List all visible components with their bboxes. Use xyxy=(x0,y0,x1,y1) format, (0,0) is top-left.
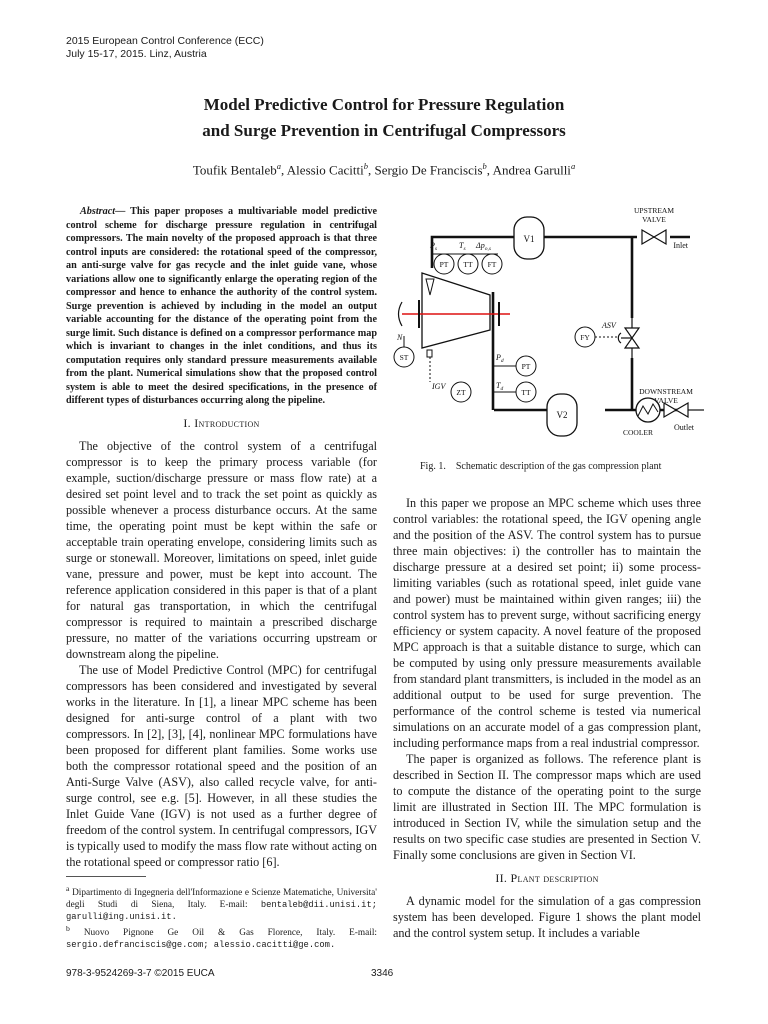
ps-label: $P_s$ xyxy=(430,241,438,252)
fy-label: FY xyxy=(580,333,590,342)
anti-surge-valve-icon xyxy=(618,318,639,358)
footnote-b-email[interactable]: sergio.defranciscis@ge.com; alessio.cacitti@ge.com. xyxy=(66,940,336,951)
page-number: 3346 xyxy=(371,968,394,979)
footnote-mark: a xyxy=(66,884,70,893)
vessel-v2-label: V2 xyxy=(556,410,568,420)
footnote-b xyxy=(66,923,377,951)
paper-title xyxy=(60,92,708,144)
author-name: Sergio De Franciscis xyxy=(374,162,483,178)
author-affiliation-mark: b xyxy=(482,161,487,171)
right-column xyxy=(393,495,701,941)
footnote-a xyxy=(66,883,377,923)
upstream-valve-label-1: UPSTREAM xyxy=(633,206,675,215)
section-heading-plant-description: II. Plant description xyxy=(495,871,599,885)
downstream-valve-label-2: VALVE xyxy=(654,396,678,405)
zt-label: ZT xyxy=(456,388,466,397)
tt-suction-label: TT xyxy=(463,260,473,269)
dp-label: $\Delta p_{o,s}$ xyxy=(476,241,491,252)
pt-suction-label: PT xyxy=(439,260,449,269)
intro-paragraph-1: The objective of the control system of a centrifugal compressor is to keep the primary process variable (for example, suction/discharge pressure or mass flow rate) at a desired set point level and to track the set point as quickly as possible whenever a process disturbance occurs. At the same time, the operating point must be kept within the safe or acceptable train operating envelope, considering limits such as surge or stonewall. Moreover, limitations on speed, inlet guide vane, pressure and power, must be kept into account. The reference application considered in this paper is that of a plant for natural gas transportation, in which the centrifugal compressor is required to maintain a prescribed discharge pressure, no matter of the variations occurring upstream or downstream along the pipeline. xyxy=(66,438,377,661)
ft-suction-label: FT xyxy=(487,260,497,269)
title-line-1: Model Predictive Control for Pressure Regulation xyxy=(203,95,565,114)
downstream-valve-label-1: DOWNSTREAM xyxy=(639,387,693,396)
ts-label: $T_s$ xyxy=(459,241,466,252)
footnote-b-text: Nuovo Pignone Ge Oil & Gas Florence, Italy. E-mail: xyxy=(83,928,377,939)
plant-schematic-figure xyxy=(392,200,708,445)
abstract-dash: — xyxy=(115,206,131,217)
shaft-coupling xyxy=(399,302,403,326)
vessel-v1-label: V1 xyxy=(523,234,535,244)
igv-label: IGV xyxy=(432,382,446,391)
tt-discharge-label: TT xyxy=(521,388,531,397)
section-heading-introduction: I. Introduction xyxy=(183,415,260,430)
st-label: ST xyxy=(399,353,409,362)
speed-label: N xyxy=(397,333,403,342)
pd-label: $P_d$ xyxy=(496,353,504,364)
td-label: $T_d$ xyxy=(496,381,504,392)
figure-caption: Fig. 1. Schematic description of the gas compression plant xyxy=(420,461,662,472)
intro-paragraph-4: The paper is organized as follows. The reference plant is described in Section II. The compressor maps which are used to compute the distance of the operating point to the surge limit are illustrated in Section III. The MPC formulation is introduced in Section IV, while the simulation setup and the results on two specific case studies are presented in Section V. Finally some conclusions are given in Section VI. xyxy=(393,752,701,862)
footnote-a-email[interactable]: bentaleb@dii.unisi.it; garulli@ing.unisi.it. xyxy=(66,900,377,923)
author-affiliation-mark: a xyxy=(570,161,576,171)
asv-label: ASV xyxy=(602,321,616,330)
conference-date-location: July 15-17, 2015. Linz, Austria xyxy=(66,48,207,60)
pt-discharge-label: PT xyxy=(521,362,531,371)
conference-header xyxy=(66,35,264,61)
author-name: Alessio Cacitti xyxy=(286,162,364,178)
conference-name: 2015 European Control Conference (ECC) xyxy=(66,35,264,47)
igv-actuator xyxy=(427,350,432,357)
author-separator: , xyxy=(367,162,375,178)
inlet-label: Inlet xyxy=(673,241,688,250)
abstract-label: Abstract xyxy=(80,206,116,217)
author-list xyxy=(60,161,708,178)
isbn-copyright: 978-3-9524269-3-7 ©2015 EUCA xyxy=(66,968,215,979)
footnote-divider xyxy=(66,876,146,877)
author-separator: , xyxy=(486,162,493,178)
author-name: Andrea Garulli xyxy=(492,162,571,178)
author-name: Toufik Bentaleb xyxy=(192,162,277,178)
author-affiliation-mark: a xyxy=(276,161,281,171)
upstream-valve-icon xyxy=(642,230,666,244)
title-line-2: and Surge Prevention in Centrifugal Compressors xyxy=(202,121,566,140)
footnote-a-text: Dipartimento di Ingegneria dell'Informazione e Scienze Matematiche, Universita' degli Studi di Siena, Italy. E-mail: xyxy=(66,888,377,911)
left-column xyxy=(66,205,377,870)
plant-paragraph-1: A dynamic model for the simulation of a gas compression system has been developed. Figure 1 shows the plant model and the control system setup. It includes a variable xyxy=(393,894,701,940)
downstream-valve-icon xyxy=(664,403,704,417)
intro-paragraph-2: The use of Model Predictive Control (MPC) for centrifugal compressors has been considered and investigated by several works in the literature. In [1], a linear MPC scheme has been designed for anti-surge control of a plant with two compressors. In [2], [3], [4], nonlinear MPC formulations have been proposed for different plant families. Some works use both the compressor rotational speed and the position of an Anti-Surge Valve (ASV), also called recycle valve, for anti-surge control, see e.g. [5]. However, in all these studies the Inlet Guide Vane (IGV) is not used as a further degree of freedom of the control system. In centrifugal compressors, IGV is typically used to modify the mass flow rate without acting on the rotational speed or compressor ratio [6]. xyxy=(66,662,377,869)
author-separator: , xyxy=(281,162,287,178)
cooler-label: COOLER xyxy=(623,428,653,437)
upstream-valve-label-2: VALVE xyxy=(642,215,666,224)
author-affiliation-mark: b xyxy=(363,161,368,171)
footnote-mark: b xyxy=(66,924,70,934)
abstract xyxy=(66,205,377,408)
abstract-text: This paper proposes a multivariable model predictive control scheme for discharge pressure regulation in centrifugal compressors. The main novelty of the proposed approach is that three control inputs are considered: the rotational speed of the compressor, an anti-surge valve for gas recycle and the inlet guide vane, whose variations allow one to significantly enlarge the operating region of the compressor and hence to enhance the authority of the control system. Surge prevention is achieved by including in the model an output variable accounting for the distance of the operating point from the surge limit. Such distance is defined on a compressor performance map which is invariant to changes in the inlet conditions, and thus its computation requires only standard pressure measurements available from the plant. Numerical simulations show that the proposed control system is able to meet the desired specifications, in the presence of different types of disturbances occurring along the pipeline. xyxy=(66,206,377,406)
outlet-label: Outlet xyxy=(674,423,694,432)
footnotes xyxy=(66,883,377,951)
intro-paragraph-3: In this paper we propose an MPC scheme which uses three control variables: the rotational speed, the IGV opening angle and the position of the ASV. The control system has to pursue three main objectives: i) the controller has to maintain the discharge pressure at a desired set point; ii) some process-limiting variables (such as rotational speed, inlet guide vane and power) must be maintained within given ranges; iii) the control system has to prevent surge, without sacrificing energy efficiency or system capacity. A novel feature of the proposed MPC approach is that a suitable distance to surge, which can be computed by using only pressure measurements available from standard plant transmitters, is included in the model as an additional output to be used for surge prevention. The performance of the control scheme is tested via numerical simulations on an accurate model of a gas compression plant, including performance maps from a real industrial compressor. xyxy=(393,496,701,750)
